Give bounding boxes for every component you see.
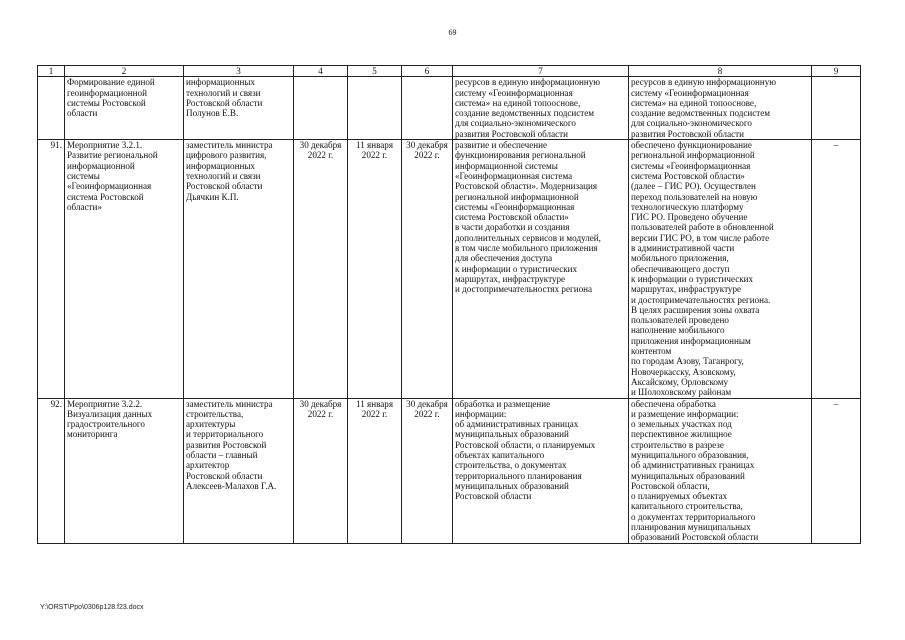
responsible-cell: заместитель министра строительства, архитектуры и территориального развития Ростовской области – главный архитектор Ростовской области Алексеев-Малахов Г.А. [184,398,294,543]
responsible-cell: информационных технологий и связи Ростовской области Полунов Е.В. [184,77,294,140]
date-end-cell: 11 января 2022 г. [348,140,402,398]
date-plan-cell [402,77,453,140]
planned-result-cell: обработка и размещение информации: об административных границах муниципальных образований Ростовской области, о планируемых объектах капитального строительства, о документах территориального планирования муниципальных образований Ростовской области [453,398,629,543]
date-end-cell [348,77,402,140]
column-header-5: 5 [348,66,402,77]
column-header-3: 3 [184,66,294,77]
date-plan-cell: 30 декабря 2022 г. [402,398,453,543]
note-cell [812,77,861,140]
date-end-cell: 11 января 2022 г. [348,398,402,543]
actual-result-cell: ресурсов в единую информационную систему «Геоинформационная система» на единой топооснове, создание ведомственных подсистем для социально-экономического развития Ростовской области [629,77,812,140]
column-number-row [38,66,861,77]
column-header-4: 4 [294,66,348,77]
column-header-1: 1 [38,66,65,77]
table-row [38,140,861,398]
row-number: 92. [38,398,65,543]
note-cell: – [812,398,861,543]
column-header-6: 6 [402,66,453,77]
report-table [37,65,861,544]
column-header-2: 2 [65,66,184,77]
table-row [38,398,861,543]
column-header-8: 8 [629,66,812,77]
column-header-9: 9 [812,66,861,77]
date-start-cell: 30 декабря 2022 г. [294,398,348,543]
responsible-cell: заместитель министра цифрового развития, информационных технологий и связи Ростовской области Дьячкин К.П. [184,140,294,398]
date-start-cell: 30 декабря 2022 г. [294,140,348,398]
date-plan-cell: 30 декабря 2022 г. [402,140,453,398]
table-row [38,77,861,140]
row-number [38,77,65,140]
actual-result-cell: обеспечено функционирование региональной информационной системы «Геоинформационная система Ростовской области» (далее – ГИС РО). Осуществлен переход пользователей на новую технологическую платформу ГИС РО. Проведено обучение пользователей работе в обновленной версии ГИС РО, в том числе работе в административной части мобильного приложения, обеспечивающего доступ к информации о туристических маршрутах, инфраструктуре и достопримечательностях региона. В целях расширения зоны охвата пользователей проведено наполнение мобильного приложения информационным контентом по городам Азову, Таганрогу, Новочеркасску, Азовскому, Аксайскому, Орловскому и Шолоховскому районам [629,140,812,398]
planned-result-cell: развитие и обеспечение функционирования региональной информационной системы «Геоинформационная система Ростовской области». Модернизация региональной информационной системы «Геоинформационная система Ростовской области» в части доработки и создания дополнительных сервисов и модулей, в том числе мобильного приложения для обеспечения доступа к информации о туристических маршрутах, инфраструктуре и достопримечательностях региона [453,140,629,398]
activity-cell: Мероприятие 3.2.2. Визуализация данных градостроительного мониторинга [65,398,184,543]
row-number: 91. [38,140,65,398]
note-cell: – [812,140,861,398]
activity-cell: Мероприятие 3.2.1. Развитие региональной информационной системы «Геоинформационная система Ростовской области» [65,140,184,398]
date-start-cell [294,77,348,140]
column-header-7: 7 [453,66,629,77]
actual-result-cell: обеспечена обработка и размещение информации: о земельных участках под перспективное жилищное строительство в разрезе муниципального образования, об административных границах муниципальных образований Ростовской области, о планируемых объектах капитального строительства, о документах территориального планирования муниципальных образований Ростовской области [629,398,812,543]
footer-file-path: Y:\ORST\Ppo\0306p128.f23.docx [40,604,144,611]
planned-result-cell: ресурсов в единую информационную систему «Геоинформационная система» на единой топооснове, создание ведомственных подсистем для социально-экономического развития Ростовской области [453,77,629,140]
page-number: 69 [448,28,457,37]
activity-cell: Формирование единой геоинформационной системы Ростовской области [65,77,184,140]
